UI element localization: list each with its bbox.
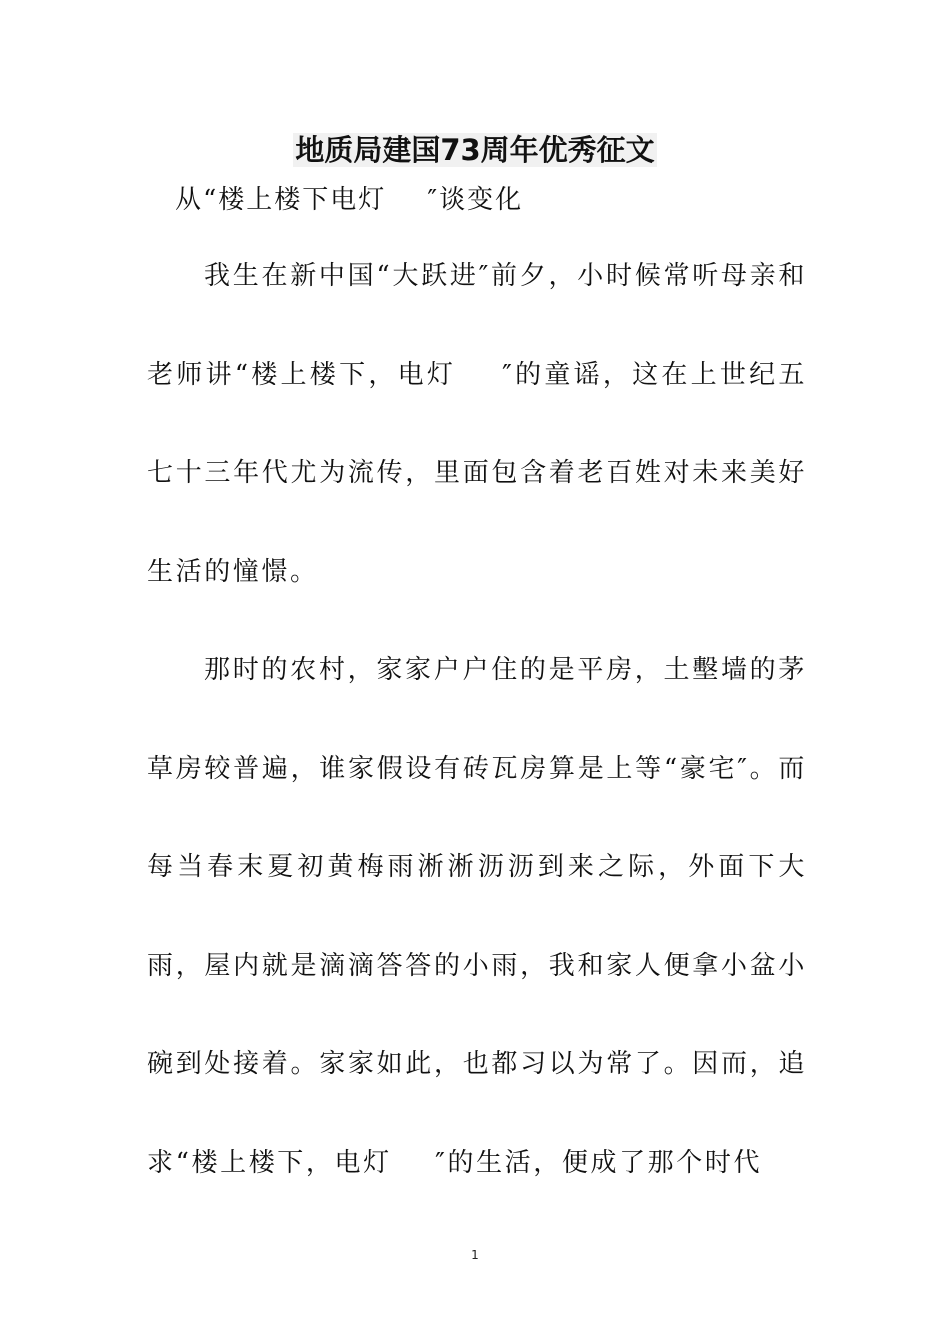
document-title <box>0 128 950 172</box>
document-body <box>147 227 807 1212</box>
paragraph-2: 那时的农村，家家户户住的是平房，土墼墙的茅草房较普遍，谁家假设有砖瓦房算是上等“豪宅″。而每当春末夏初黄梅雨淅淅沥沥到来之际，外面下大雨，屋内就是滴滴答答的小雨，我和家人便拿小盆小碗到处接着。家家如此，也都习以为常了。因而，追求“楼上楼下，电灯 ″的生活，便成了那个时代 <box>147 655 807 1178</box>
document-subtitle: 从“楼上楼下电灯 ″谈变化 <box>175 185 524 215</box>
paragraph-1: 我生在新中国“大跃进″前夕，小时候常听母亲和老师讲“楼上楼下，电灯 ″的童谣，这在上世纪五七十三年代尤为流传，里面包含着老百姓对未来美好生活的憧憬。 <box>147 261 807 587</box>
document-title-text: 地质局建国73周年优秀征文 <box>295 133 655 167</box>
page-number: 1 <box>471 1248 479 1262</box>
